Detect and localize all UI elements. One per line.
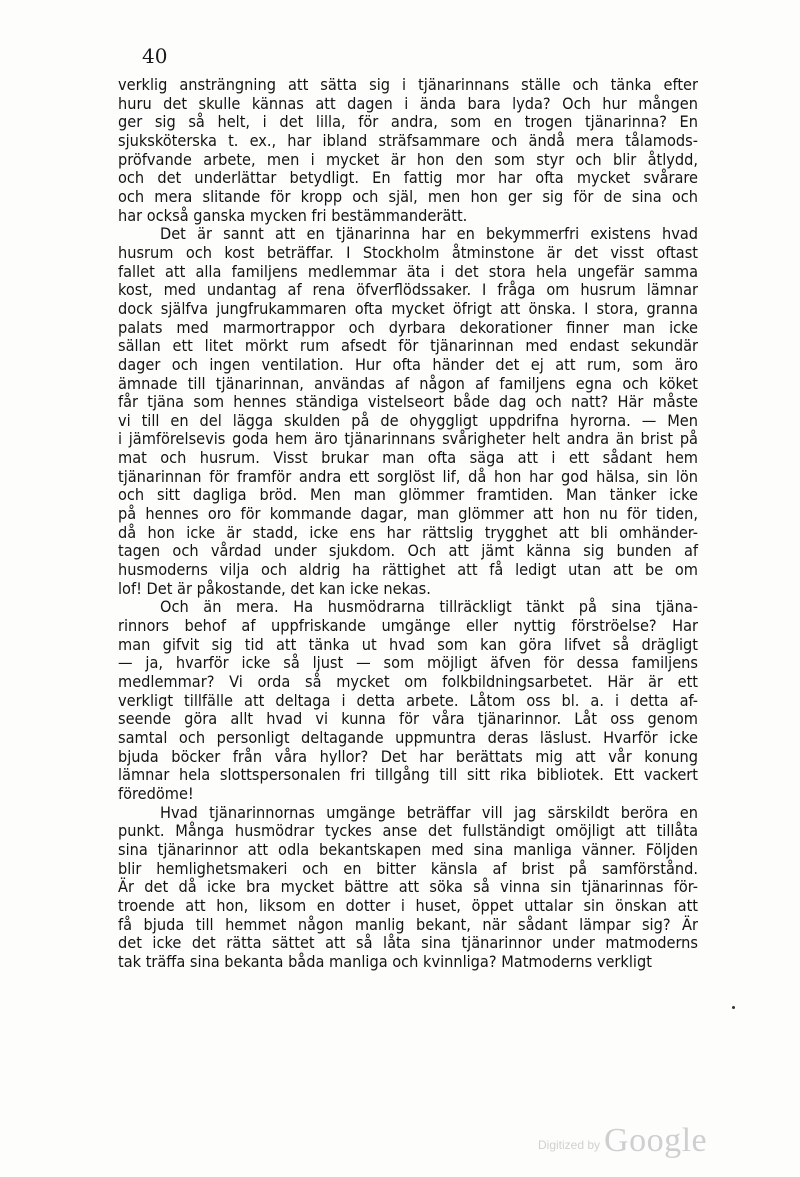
text-line: tjänarinnan för framför andra ett sorglöst lif, då hon har god hälsa, sin lön — [118, 466, 698, 486]
text-line: får tjäna som hennes ständiga vistelseort både dag och natt? Här måste — [118, 392, 698, 412]
paragraph — [118, 804, 698, 972]
text-line: och mera slitande för kropp och själ, men hon ger sig för de sina och — [118, 186, 698, 206]
google-logo: Google — [604, 1122, 708, 1159]
text-line: lof! Det är påkostande, det kan icke nekas. — [118, 578, 431, 598]
text-line: har också ganska mycken fri bestämmanderätt. — [118, 205, 468, 225]
text-line: Hvad tjänarinnornas umgänge beträffar vill jag särskildt beröra en — [160, 802, 698, 822]
text-line: Är det då icke bra mycket bättre att söka så vinna sin tjänarinnas för- — [118, 877, 698, 897]
text-line: husmoderns vilja och aldrig ha rättighet att få ledigt utan att be om — [118, 560, 698, 580]
text-line: verklig ansträngning att sätta sig i tjänarinnans ställe och tänka efter — [118, 75, 698, 94]
text-line: ger sig så helt, i det lilla, för andra, som en trogen tjänarinna? En — [118, 112, 698, 132]
ink-speck — [732, 1006, 735, 1009]
text-line: kost, med undantag af rena öfverflödssaker. I fråga om husrum lämnar — [118, 280, 698, 300]
text-line: pröfvande arbete, men i mycket är hon den som styr och blir åtlydd, — [118, 149, 698, 169]
text-line: Och än mera. Ha husmödrarna tillräckligt tänkt på sina tjäna- — [160, 597, 698, 617]
text-line: tak träffa sina bekanta båda manliga och kvinnliga? Matmoderns verkligt — [118, 951, 652, 971]
text-line: då hon icke är stadd, icke ens har rättslig trygghet att bli omhänder- — [118, 522, 698, 542]
text-line: — ja, hvarför icke så ljust — som möjligt äfven för dessa familjens — [118, 653, 698, 673]
text-line: och det underlättar betydligt. En fattig mor har ofta mycket svårare — [118, 168, 698, 188]
paragraph — [118, 76, 698, 225]
text-line: få bjuda till hemmet någon manlig bekant, när sådant lämpar sig? Är — [118, 914, 698, 934]
body-text — [118, 76, 698, 972]
text-line: dock själfva jungfrukammaren ofta mycket öfrigt att önska. I stora, granna — [118, 298, 698, 318]
text-line: blir hemlighetsmakeri och en bitter känsla af brist på samförstånd. — [118, 858, 698, 878]
text-line: palats med marmortrappor och dyrbara dekorationer finner man icke — [118, 317, 698, 337]
text-line: på hennes oro för kommande dagar, man glömmer att hon nu för tiden, — [118, 504, 698, 524]
text-line: samtal och personligt deltagande uppmuntra deras läslust. Hvarför icke — [118, 727, 698, 747]
paragraph — [118, 225, 698, 598]
watermark-digitized-by: Digitized by — [538, 1138, 601, 1152]
text-line: sällan ett litet mörkt rum afsedt för tjänarinnan med endast sekundär — [118, 336, 698, 356]
paragraph — [118, 598, 698, 803]
text-line: mat och husrum. Visst brukar man ofta säga att i ett sådant hem — [118, 448, 698, 468]
text-line: man gifvit sig tid att tänka ut hvad som kan göra lifvet så drägligt — [118, 634, 698, 654]
text-line: tagen och vårdad under sjukdom. Och att jämt känna sig bunden af — [118, 541, 698, 561]
page-number: 40 — [142, 44, 168, 68]
text-line: vi till en del lägga skulden på de ohyggligt uppdrifna hyrorna. — Men — [118, 410, 698, 430]
text-line: huru det skulle kännas att dagen i ända bara lyda? Och hur mången — [118, 93, 698, 113]
text-line: punkt. Många husmödrar tyckes anse det fullständigt omöjligt att tillåta — [118, 821, 698, 841]
text-line: och sitt dagliga bröd. Men man glömmer framtiden. Man tänker icke — [118, 485, 698, 505]
text-line: troende att hon, liksom en dotter i huset, öppet uttalar sin önskan att — [118, 895, 698, 915]
text-line: bjuda böcker från våra hyllor? Det har berättats mig att vår konung — [118, 746, 698, 766]
text-line: det icke det rätta sättet att så låta sina tjänarinnor under matmoderns — [118, 933, 698, 953]
digitized-watermark — [538, 1120, 707, 1160]
text-line: seende göra allt hvad vi kunna för våra tjänarinnor. Låt oss genom — [118, 709, 698, 729]
text-line: lämnar hela slottspersonalen fri tillgång till sitt rika bibliotek. Ett vackert — [118, 765, 698, 785]
text-line: ämnade till tjänarinnan, användas af någon af familjens egna och köket — [118, 373, 698, 393]
text-line: Det är sannt att en tjänarinna har en bekymmerfri existens hvad — [160, 224, 698, 244]
text-line: medlemmar? Vi orda så mycket om folkbildningsarbetet. Här är ett — [118, 672, 698, 691]
text-line: husrum och kost beträffar. I Stockholm åtminstone är det visst oftast — [118, 242, 698, 262]
text-line: fallet att alla familjens medlemmar äta i det stora hela ungefär samma — [118, 261, 698, 281]
text-line: dager och ingen ventilation. Hur ofta händer det ej att rum, som äro — [118, 354, 698, 374]
text-line: verkligt tillfälle att deltaga i detta arbete. Låtom oss bl. a. i detta af- — [118, 690, 698, 710]
text-line: sjuksköterska t. ex., har ibland sträfsammare och ändå mera tålamods- — [118, 130, 698, 150]
text-line: rinnors behof af uppfriskande umgänge eller nyttig förströelse? Har — [118, 616, 698, 636]
text-line: sina tjänarinnor att odla bekantskapen med sina manliga vänner. Följden — [118, 839, 698, 859]
text-line: föredöme! — [118, 783, 194, 803]
text-line: i jämförelsevis goda hem äro tjänarinnans svårigheter helt andra än brist på — [118, 429, 698, 449]
